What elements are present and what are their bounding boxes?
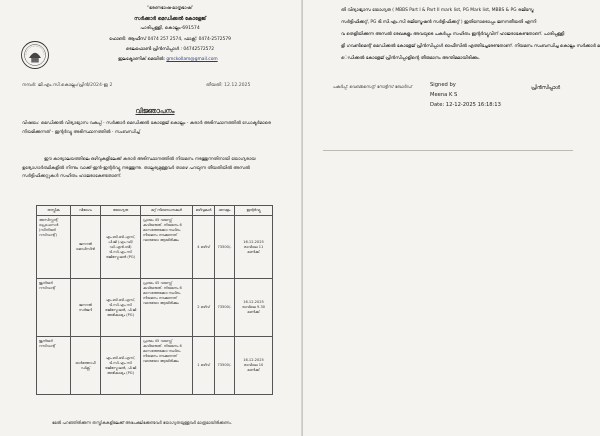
conditions-cell: പ്രായം 45 വയസ്സ് കവിയരുത്. നിയമനം 6 മാസത്തേക്കോ സ്ഥിരം നിയമനം നടക്കുന്നത് വരെയോ ആയിരിക്കും <box>141 216 193 279</box>
table-row <box>37 279 273 337</box>
post-cell: ജൂനിയർ റസിഡന്റ് <box>37 337 71 395</box>
qualification-cell: എം.ബി.ബി.എസ്, പി.ജി (എം.ഡി/ഡി.എൻ.ബി) ടി.സി.എം.സി രജിസ്ട്രേഷൻ (PG) <box>101 216 141 279</box>
vacancies-cell: 1 ഒഴിവ് <box>193 337 215 395</box>
signer-name: Meena K S <box>430 92 458 98</box>
post-cell: ജൂനിയർ റസിഡന്റ് <box>37 279 71 337</box>
subject-paragraph: വിഷയം: മെഡിക്കൽ വിദ്യാഭ്യാസ വകുപ്പ് - സർക്കാർ മെഡിക്കൽ കോളേജ് കൊല്ലം - കരാർ അടിസ്ഥാനത്തിൽ ഡോക്ടർമാരെ നിയമിക്കുന്നത് - ഇന്റർവ്യൂ അടിസ്ഥാനത്തിൽ - സംബന്ധിച്ച് <box>22 121 271 135</box>
vacancy-table <box>36 205 273 395</box>
interview-cell: 16.12.2025 രാവിലെ 11 മണിക്ക് <box>235 216 273 279</box>
requirements-line-5: െഡിക്കൽ കോളേജ് പ്രിൻസിപ്പാളിന്റെ തീരുമാനം അന്തിമമായിരിക്കും. <box>341 56 481 61</box>
right-page <box>303 0 600 436</box>
col-qualification-header: യോഗ്യത <box>101 206 141 216</box>
email-label: ഇലക്ട്രോണിക് മെയിൽ: <box>118 57 165 62</box>
dept-cell: ജനറൽ മെഡിസിൻ <box>71 216 101 279</box>
salary-cell: 73500/- <box>215 216 235 279</box>
col-salary-header: ശമ്പളം <box>215 206 235 216</box>
email-line <box>118 57 218 63</box>
email-link[interactable]: gmckollam@gmail.com <box>166 57 218 62</box>
notice-title: വിജ്ഞാപനം <box>135 107 175 115</box>
principal-phone: ടെലഫോൺ പ്രിൻസിപ്പാൾ : 04742572572 <box>125 47 215 52</box>
dept-cell: ജനറൽ സർജറി <box>71 279 101 337</box>
page-divider <box>323 150 573 151</box>
requirements-line-4: ളി ഗവൺമെന്റ് മെഡിക്കൽ കോളേജ് പ്രിൻസിപ്പാൾ ഓഫീസിൽ എത്തിച്ചേരേണ്ടതാണ്. നിയമനം സംബന്ധിച്ച കൊല്ലം സർക്കാർ മ <box>341 44 600 49</box>
requirements-line-2: സർട്ടിഫിക്കറ്റ്, PG ടി.സി.എം.സി രജിസ്ട്രേഷൻ സർട്ടിഫിക്കറ്റ് ) ഇതിനോടൊപ്പം ജനനതീയതി എന്നി <box>341 20 537 25</box>
requirements-line-1: തി വിദ്യാഭ്യാസ യോഗ്യത ( MBBS Part I & Part II mark list, PG Mark list, MBBS & PG രജിസ്ട്രേ <box>341 8 534 13</box>
conditions-cell: പ്രായം 45 വയസ്സ് കവിയരുത്. നിയമനം 6 മാസത്തേക്കോ സ്ഥിരം നിയമനം നടക്കുന്നത് വരെയോ ആയിരിക്കും <box>141 337 193 395</box>
dept-cell: ഓർത്തോപീഡിക്സ് <box>71 337 101 395</box>
college-name: സർക്കാർ മെഡിക്കൽ കോളേജ് <box>134 16 206 22</box>
salary-cell: 73500/- <box>215 337 235 395</box>
vacancies-cell: 2 ഒഴിവ് <box>193 279 215 337</box>
college-address: പാരിപ്പള്ളി, കൊല്ലം-691574 <box>140 26 200 31</box>
reference-number: നമ്പർ: ജി.എം.സി.കൊല്ലം/പ്രിൻ/2024-ഇ 2 <box>22 83 113 88</box>
conditions-cell: പ്രായം 45 വയസ്സ് കവിയരുത്. നിയമനം 6 മാസത്തേക്കോ സ്ഥിരം നിയമനം നടക്കുന്നത് വരെയോ ആയിരിക്കും <box>141 279 193 337</box>
header-tagline: “ഭരണഭാഷ-മാതൃഭാഷ” <box>146 6 194 11</box>
col-dept-header: വിഭാഗം <box>71 206 101 216</box>
salary-cell: 73500/- <box>215 279 235 337</box>
requirements-line-3: വ തെളിയിക്കുന്ന അസൽ രേഖകളും അവയുടെ പകർപ്പും സഹിതം ഇന്റർവ്യൂവിന് ഹാജരാകേണ്ടതാണ്. പാരിപ്പള്ളി <box>341 32 565 37</box>
qualification-cell: എം.ബി.ബി.എസ്, ടി.സി.എം.സി രജിസ്ട്രേഷൻ, പി.ജി അഭികാമ്യം (PG) <box>101 337 141 395</box>
table-header-row <box>37 206 273 216</box>
signed-date: Date: 12-12-2025 16:18:13 <box>430 102 501 108</box>
copy-to: പകർപ്പ്: വെബ്സൈറ്റ്/ നോട്ടീസ് ബോർഡ് <box>333 84 413 89</box>
body-paragraph: ഈ കാര്യാലയത്തിലെ ഒഴിവുകളിലേക്ക് കരാർ അടിസ്ഥാനത്തിൽ നിയമനം നടത്തുന്നതിനായി യോഗ്യരായ ഉദ്യോഗാർത്ഥികളിൽ നിന്നും വാക്ക്-ഇൻ-ഇന്റർവ്യൂ നടത്തുന്നു. താല്പര്യമുള്ളവർ താഴെ പറയുന്ന തീയതിയിൽ അസൽ സർട്ടിഫിക്കറ്റുകൾ സഹിതം ഹാജരാകേണ്ടതാണ്. <box>22 157 256 180</box>
principal-designation: പ്രിൻസിപ്പാൾ <box>531 86 560 91</box>
footer-note: മേൽ പറഞ്ഞിരിക്കുന്ന തസ്തികകളിലേക്ക് അപേക്ഷിക്കേണ്ടവർ യോഗ്യതയുള്ളവർ മാത്രമായിരിക്കണം. <box>52 420 233 425</box>
reference-date: തീയതി: 12.12.2025 <box>206 83 251 88</box>
col-conditions-header: മറ്റ് നിബന്ധനകൾ <box>141 206 193 216</box>
interview-cell: 16.12.2025 രാവിലെ 9.30 മണിക്ക് <box>235 279 273 337</box>
col-vacancies-header: ഒഴിവുകൾ <box>193 206 215 216</box>
table-row <box>37 216 273 279</box>
signed-by-label: Signed by <box>430 82 456 88</box>
office-phones: ഫോൺ: ആഫീസ് 0474 257 2574, ഫാക്സ്: 0474-2572579 <box>109 37 231 42</box>
col-interview-header: ഇന്റർവ്യൂ <box>235 206 273 216</box>
table-row <box>37 337 273 395</box>
post-cell: അസിസ്റ്റന്റ് പ്രൊഫസർ (സീനിയർ റസിഡന്റ്) <box>37 216 71 279</box>
qualification-cell: എം.ബി.ബി.എസ്, ടി.സി.എം.സി രജിസ്ട്രേഷൻ, പി.ജി അഭികാമ്യം (PG) <box>101 279 141 337</box>
col-post-header: തസ്തിക <box>37 206 71 216</box>
interview-cell: 16.12.2025 രാവിലെ 10 മണിക്ക് <box>235 337 273 395</box>
college-emblem-icon <box>20 40 50 70</box>
vacancies-cell: 4 ഒഴിവ് <box>193 216 215 279</box>
